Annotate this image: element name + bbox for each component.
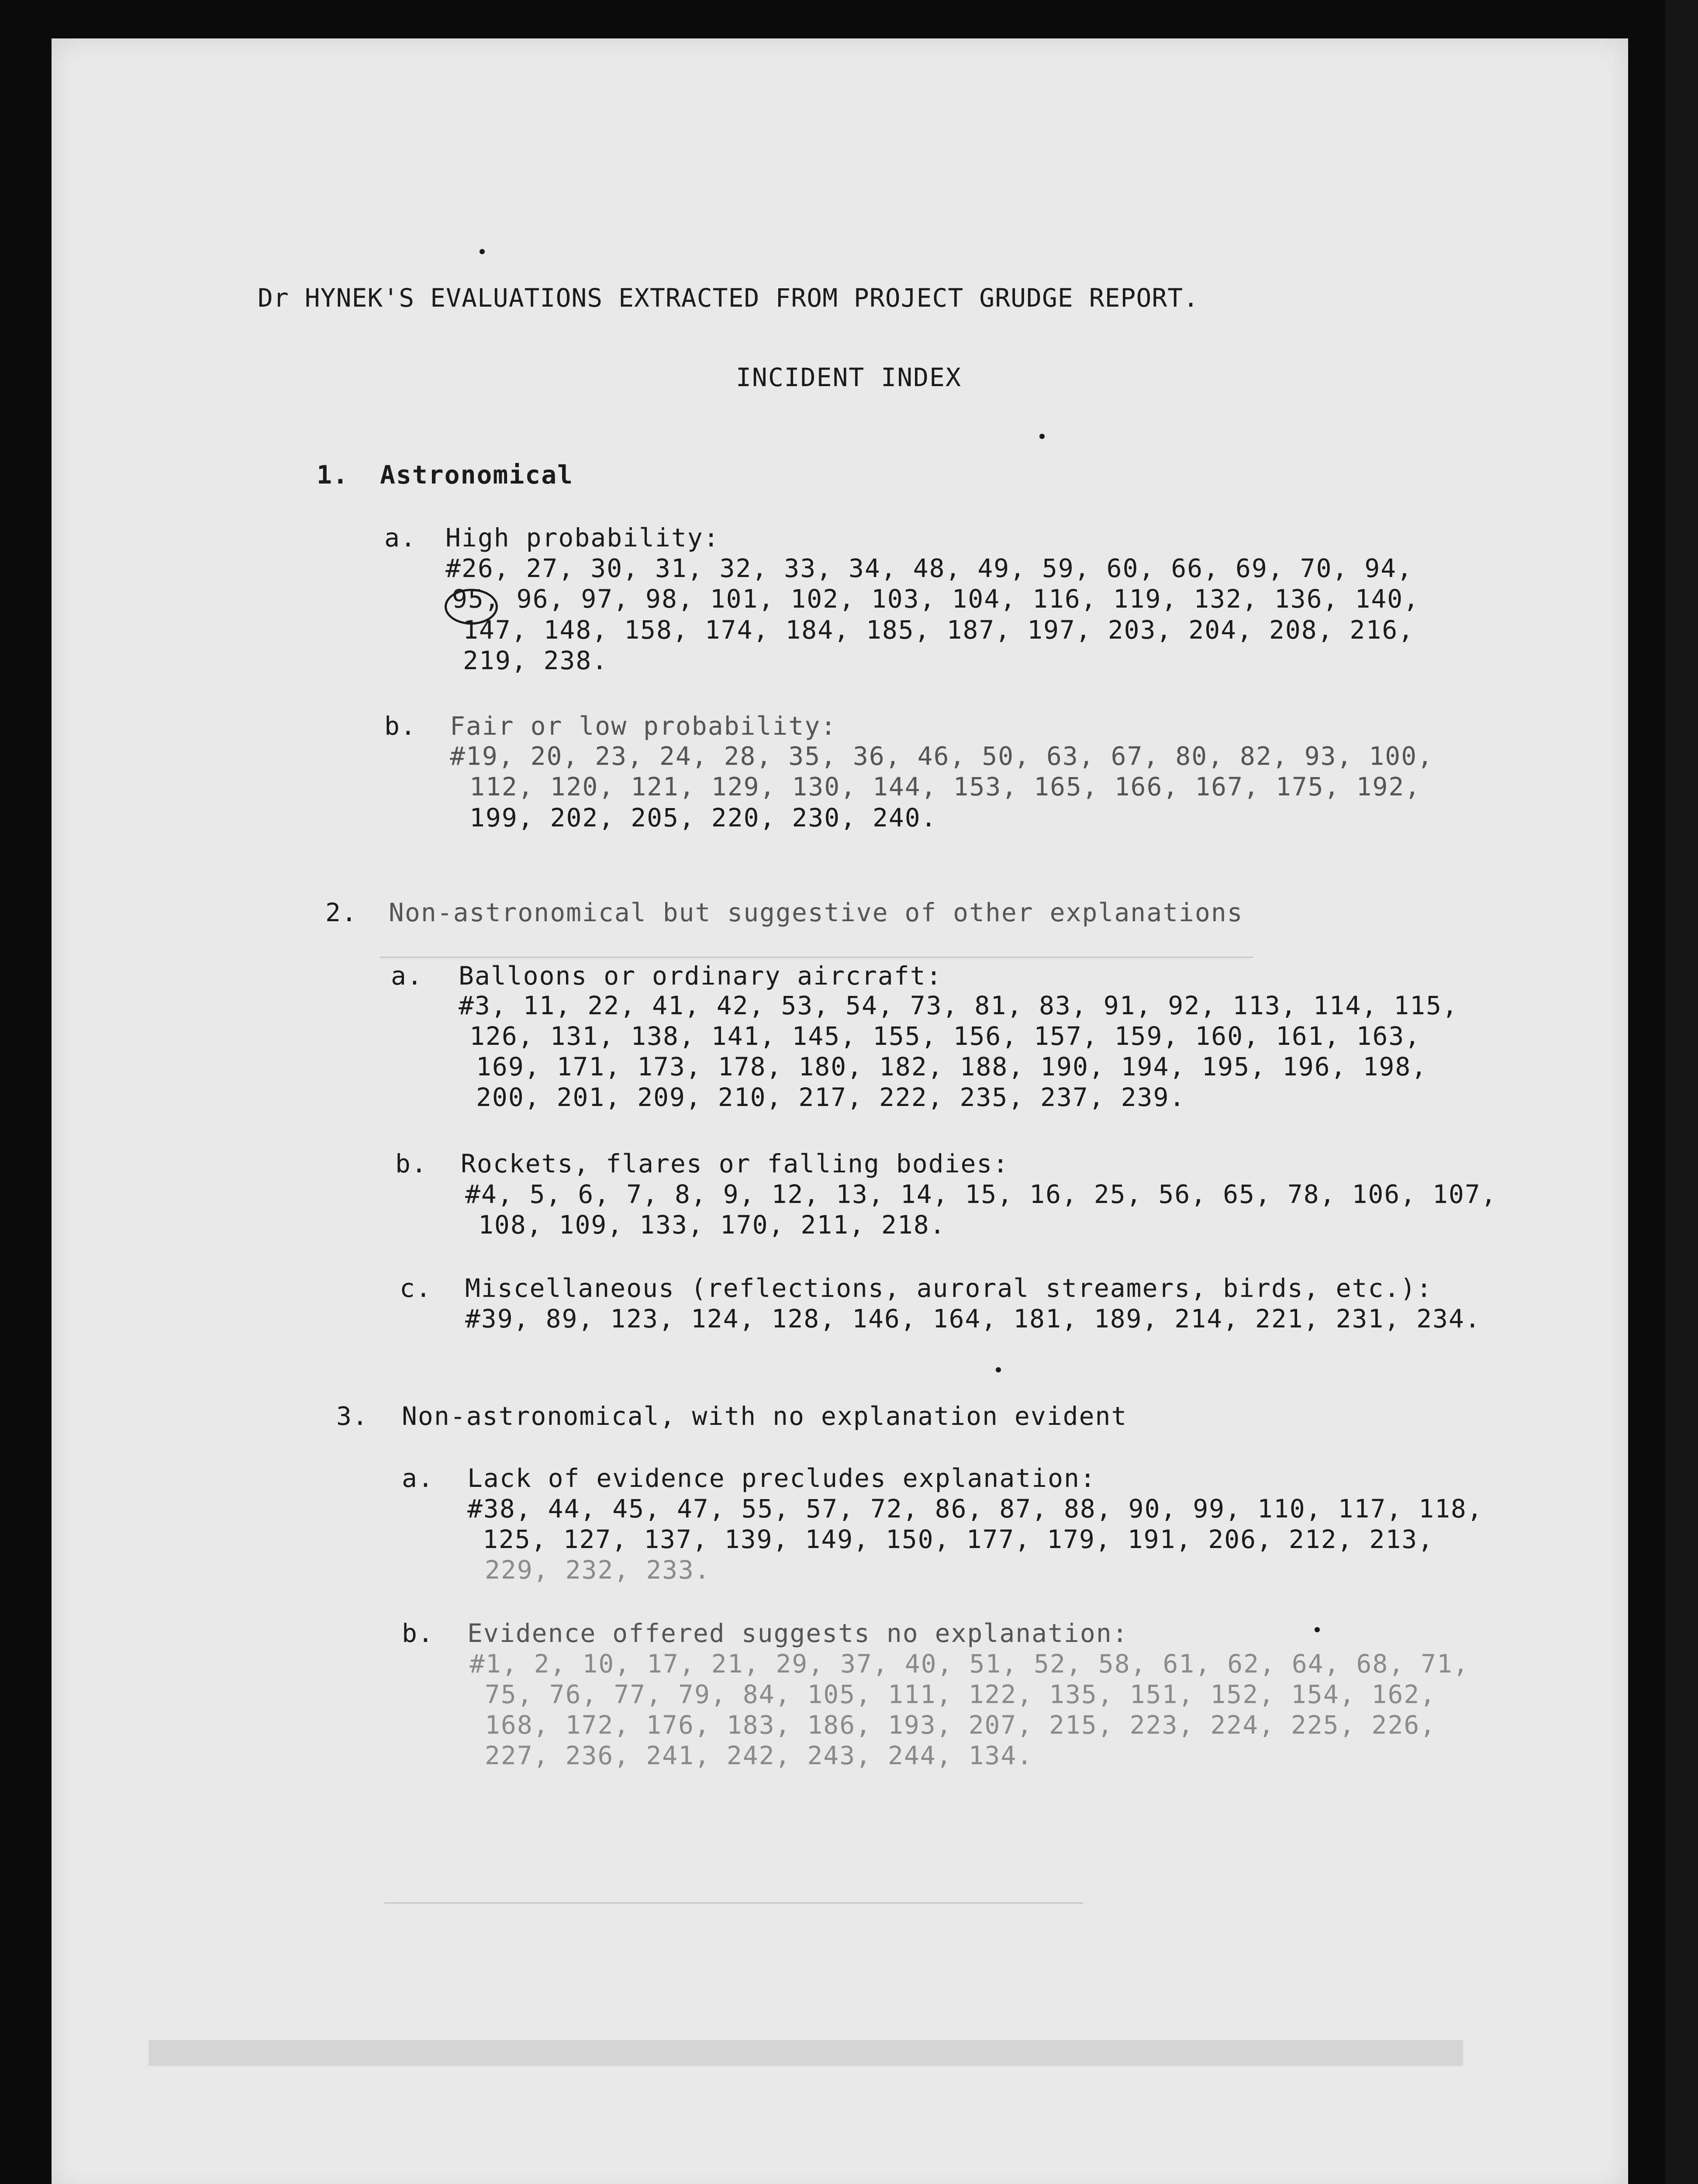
- stray-mark: [1315, 1627, 1320, 1632]
- subsection-heading: Balloons or ordinary aircraft:: [459, 961, 942, 991]
- incident-list-line: 229, 232, 233.: [485, 1555, 711, 1585]
- subsection-heading: Evidence offered suggests no explanation:: [467, 1618, 1129, 1648]
- subsection-heading: High probability:: [445, 523, 720, 553]
- stray-mark: [996, 1367, 1001, 1372]
- subsection-letter: b.: [395, 1149, 428, 1178]
- stray-mark: [1039, 434, 1045, 439]
- incident-list-line: 219, 238.: [463, 646, 608, 675]
- section-heading: Astronomical: [380, 460, 574, 490]
- stray-mark: [480, 249, 485, 254]
- document-title: Dr HYNEK'S EVALUATIONS EXTRACTED FROM PROJECT GRUDGE REPORT.: [258, 283, 1199, 313]
- incident-list-line: #19, 20, 23, 24, 28, 35, 36, 46, 50, 63, 67, 80, 82, 93, 100,: [450, 741, 1434, 771]
- incident-list-line: 169, 171, 173, 178, 180, 182, 188, 190, 194, 195, 196, 198,: [476, 1052, 1428, 1082]
- scan-band: [148, 2040, 1463, 2066]
- section-number: 1.: [317, 460, 349, 490]
- section-number: 3.: [336, 1401, 369, 1431]
- document-subtitle: INCIDENT INDEX: [736, 363, 962, 392]
- incident-list-line: #26, 27, 30, 31, 32, 33, 34, 48, 49, 59, 60, 66, 69, 70, 94,: [445, 553, 1413, 583]
- incident-list-line: 200, 201, 209, 210, 217, 222, 235, 237, 239.: [476, 1082, 1186, 1112]
- section-number: 2.: [325, 898, 358, 927]
- subsection-letter: a.: [402, 1463, 434, 1493]
- incident-list-line: 95, 96, 97, 98, 101, 102, 103, 104, 116, 119, 132, 136, 140,: [452, 584, 1420, 614]
- incident-list-line: #38, 44, 45, 47, 55, 57, 72, 86, 87, 88, 90, 99, 110, 117, 118,: [467, 1494, 1483, 1524]
- incident-list-line: #39, 89, 123, 124, 128, 146, 164, 181, 189, 214, 221, 231, 234.: [465, 1304, 1481, 1334]
- incident-list-line: #4, 5, 6, 7, 8, 9, 12, 13, 14, 15, 16, 25, 56, 65, 78, 106, 107,: [465, 1179, 1497, 1209]
- subsection-heading: Rockets, flares or falling bodies:: [461, 1149, 1009, 1178]
- subsection-heading: Miscellaneous (reflections, auroral streamers, birds, etc.):: [465, 1273, 1433, 1303]
- incident-list-line: #1, 2, 10, 17, 21, 29, 37, 40, 51, 52, 58, 61, 62, 64, 68, 71,: [469, 1649, 1469, 1679]
- scan-scratch: [380, 957, 1253, 958]
- incident-list-line: 227, 236, 241, 242, 243, 244, 134.: [485, 1741, 1033, 1770]
- subsection-letter: a.: [384, 523, 417, 553]
- incident-list-line: 125, 127, 137, 139, 149, 150, 177, 179, 191, 206, 212, 213,: [483, 1524, 1434, 1554]
- subsection-letter: c.: [400, 1273, 432, 1303]
- subsection-heading: Lack of evidence precludes explanation:: [467, 1463, 1096, 1493]
- scan-scratch: [384, 1902, 1083, 1904]
- incident-list-line: 75, 76, 77, 79, 84, 105, 111, 122, 135, 151, 152, 154, 162,: [485, 1679, 1436, 1709]
- incident-list-line: 108, 109, 133, 170, 211, 218.: [478, 1210, 946, 1240]
- section-heading: Non-astronomical but suggestive of other explanations: [389, 898, 1243, 927]
- incident-list-line: 126, 131, 138, 141, 145, 155, 156, 157, 159, 160, 161, 163,: [469, 1021, 1421, 1051]
- incident-list-line: 168, 172, 176, 183, 186, 193, 207, 215, 223, 224, 225, 226,: [485, 1710, 1436, 1740]
- scan-edge: [1665, 0, 1698, 2184]
- incident-list-line: 147, 148, 158, 174, 184, 185, 187, 197, 203, 204, 208, 216,: [463, 615, 1415, 645]
- subsection-heading: Fair or low probability:: [450, 711, 837, 741]
- incident-list-line: 199, 202, 205, 220, 230, 240.: [469, 803, 937, 833]
- subsection-letter: b.: [384, 711, 417, 741]
- incident-list-line: #3, 11, 22, 41, 42, 53, 54, 73, 81, 83, 91, 92, 113, 114, 115,: [459, 991, 1458, 1020]
- incident-list-line: 112, 120, 121, 129, 130, 144, 153, 165, 166, 167, 175, 192,: [469, 772, 1421, 802]
- subsection-letter: a.: [391, 961, 423, 991]
- subsection-letter: b.: [402, 1618, 434, 1648]
- section-heading: Non-astronomical, with no explanation evident: [402, 1401, 1128, 1431]
